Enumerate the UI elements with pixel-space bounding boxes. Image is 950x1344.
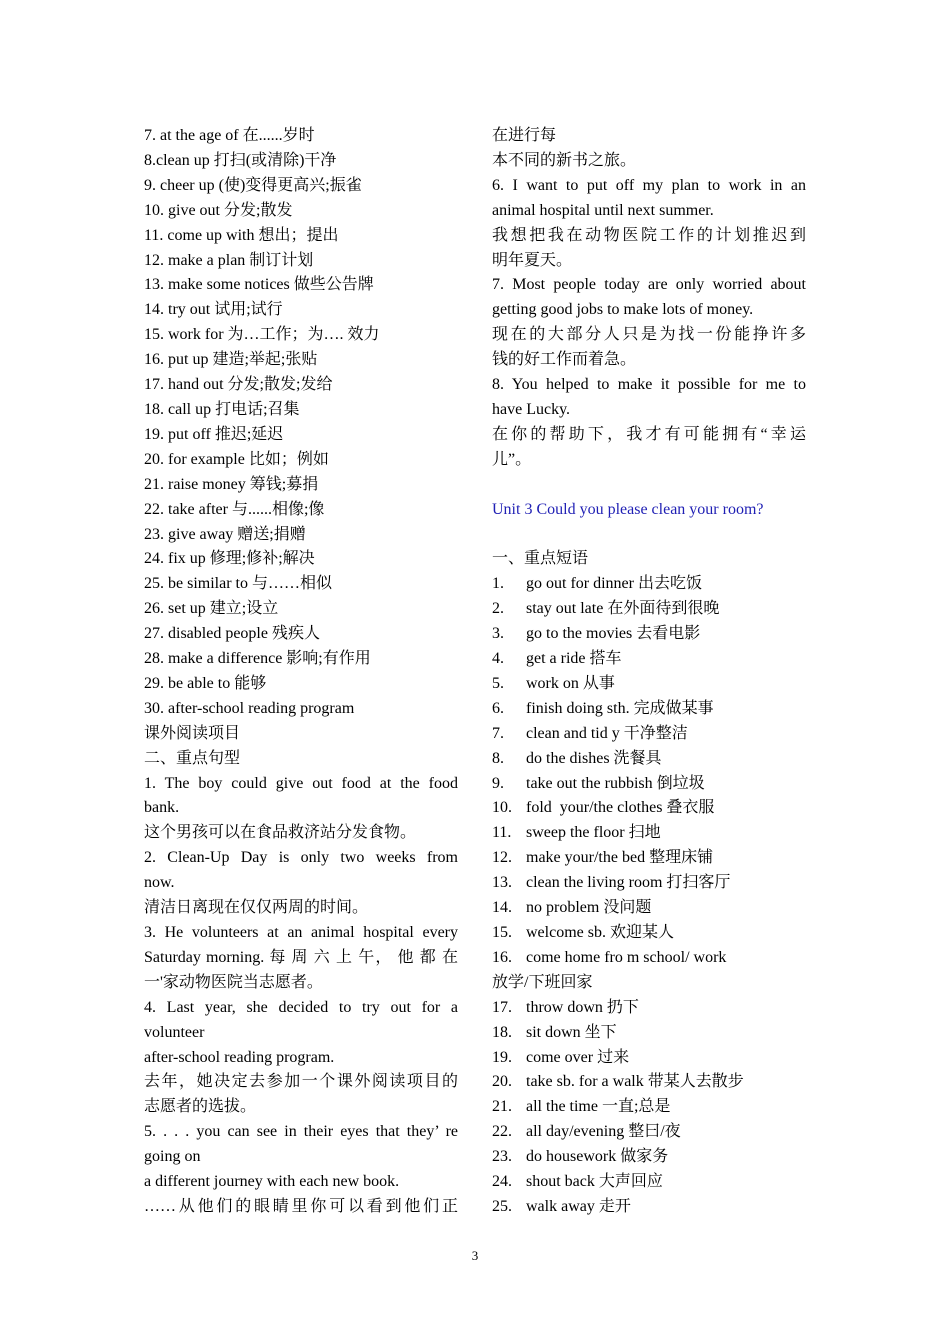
phrases-heading: 一、重点短语	[492, 550, 589, 568]
item-text: shout back 大声回应	[526, 1173, 663, 1191]
phrase-item: 15. work for 为…工作；为…. 效力	[144, 326, 380, 344]
sentence-translation: ……从他们的眼睛里你可以看到他们正	[144, 1197, 458, 1215]
item-number: 11.	[492, 824, 512, 842]
sentences-heading: 二、重点句型	[144, 749, 241, 767]
sentence-text: going on	[144, 1148, 201, 1166]
sentence-translation: 现在的大部分人只是为找一份能挣许多	[492, 326, 806, 344]
phrase-item	[492, 1145, 806, 1170]
phrase-item: 9. cheer up (使)变得更高兴;振雀	[144, 176, 362, 194]
sentence-2	[144, 846, 458, 921]
phrase-item	[492, 796, 806, 821]
sentence-translation: 明年夏天。	[492, 251, 573, 269]
sentence-translation: 清洁日离现在仅仅两周的时间。	[144, 899, 369, 917]
phrase-item: 17. hand out 分发;散发;发给	[144, 376, 333, 394]
item-text: all day/evening 整曰/夜	[526, 1123, 681, 1141]
phrase-item: 7. at the age of 在......岁时	[144, 127, 315, 144]
phrase-item	[492, 896, 806, 921]
phrase-translation: 课外阅读项目	[144, 724, 241, 742]
item-number: 5.	[492, 674, 504, 692]
phrase-item	[492, 747, 806, 772]
item-number: 18.	[492, 1023, 512, 1041]
phrase-item: 25. be similar to 与……相似	[144, 575, 332, 593]
phrase-item	[492, 772, 806, 797]
phrase-item: 8.clean up 打扫(或清除)干净	[144, 151, 337, 169]
item-number: 12.	[492, 849, 512, 867]
phrase-item: 12. make a plan 制订计划	[144, 251, 314, 269]
sentence-text: 2. Clean-Up Day is only two weeks from	[144, 849, 458, 867]
phrase-item: 27. disabled people 残疾人	[144, 625, 320, 643]
sentence-text: 7. Most people today are only worried about	[492, 276, 806, 294]
phrase-item: 21. raise money 筹钱;募捐	[144, 475, 319, 493]
phrase-item: 23. give away 赠送;捐赠	[144, 525, 306, 543]
item-number: 22.	[492, 1123, 512, 1141]
item-text: work on 从事	[526, 674, 615, 692]
phrase-item	[492, 1095, 806, 1120]
phrase-item	[492, 871, 806, 896]
sentence-text: getting good jobs to make lots of money.	[492, 301, 754, 319]
item-text: clean the living room 打扫客厅	[526, 874, 731, 892]
phrase-item: 22. take after 与......相像;像	[144, 500, 325, 518]
item-number: 25.	[492, 1197, 512, 1215]
sentence-translation: 在进行每	[492, 127, 557, 144]
phrase-item	[492, 622, 806, 647]
item-text: take out the rubbish 倒垃圾	[526, 774, 705, 792]
phrase-item	[492, 647, 806, 672]
sentence-4	[144, 996, 458, 1121]
phrase-item	[492, 672, 806, 697]
item-text: throw down 扔下	[526, 998, 639, 1016]
sentence-translation: 这个男孩可以在食品救济站分发食物。	[144, 824, 417, 842]
sentence-1	[144, 772, 458, 847]
sentence-text: animal hospital until next summer.	[492, 201, 714, 219]
item-number: 24.	[492, 1173, 512, 1191]
item-text: all the time 一直;总是	[526, 1098, 671, 1116]
unit-heading: Unit 3 Could you please clean your room?	[492, 500, 764, 518]
phrase-item: 24. fix up 修理;修补;解决	[144, 550, 315, 568]
sentence-text: after-school reading program.	[144, 1048, 335, 1066]
phrase-item: 28. make a difference 影响;有作用	[144, 650, 371, 668]
phrase-item	[492, 846, 806, 871]
phrase-item: 14. try out 试用;试行	[144, 301, 283, 319]
phrase-item: 29. be able to 能够	[144, 674, 267, 692]
right-column	[492, 124, 806, 1220]
phrase-item	[492, 996, 806, 1021]
sentence-text: Saturday morning. 每 周 六 上 午， 他 都 在	[144, 948, 458, 966]
phrase-item	[492, 1120, 806, 1145]
item-number: 4.	[492, 650, 504, 667]
phrase-item	[492, 1195, 806, 1220]
spacer	[492, 473, 806, 498]
item-text: do the dishes 洗餐具	[526, 749, 662, 767]
sentence-translation: 去年，她决定去参加一个课外阅读项目的	[144, 1073, 458, 1091]
item-number: 21.	[492, 1098, 512, 1116]
phrase-item	[492, 722, 806, 747]
phrase-item	[492, 821, 806, 846]
sentence-6	[492, 174, 806, 274]
phrase-item: 16. put up 建造;举起;张贴	[144, 351, 318, 369]
sentence-translation: 我想把我在动物医院工作的计划推迟到	[492, 226, 806, 244]
item-number: 9.	[492, 774, 504, 792]
item-text: no problem 没问题	[526, 899, 652, 917]
item-number: 16.	[492, 948, 512, 966]
phrase-item	[492, 1170, 806, 1195]
sentence-5	[144, 1120, 458, 1220]
sentence-text: now.	[144, 874, 175, 892]
item-number: 2.	[492, 600, 504, 618]
item-number: 20.	[492, 1073, 512, 1091]
item-text: finish doing sth. 完成做某事	[526, 699, 714, 717]
page-number: 3	[471, 1248, 479, 1263]
sentence-text: 8. You helped to make it possible for me to	[492, 376, 806, 394]
phrase-item	[492, 597, 806, 622]
phrase-item	[492, 1046, 806, 1071]
item-text: do housework 做家务	[526, 1148, 669, 1166]
item-text: welcome sb. 欢迎某人	[526, 923, 674, 941]
sentence-text: 5. . . . you can see in their eyes that they’ re	[144, 1123, 458, 1141]
sentence-8	[492, 373, 806, 473]
phrase-item	[492, 697, 806, 722]
phrase-item	[492, 921, 806, 946]
item-number: 13.	[492, 874, 512, 892]
sentence-5-continued	[492, 124, 806, 174]
item-text: come home fro m school/ work	[526, 948, 727, 966]
item-number: 19.	[492, 1048, 512, 1066]
left-column	[144, 124, 458, 1220]
sentence-text: bank.	[144, 799, 180, 817]
phrase-item: 13. make some notices 做些公告牌	[144, 276, 374, 294]
item-text: make your/the bed 整理床铺	[526, 849, 714, 867]
sentence-text: volunteer	[144, 1023, 205, 1041]
item-number: 3.	[492, 625, 504, 643]
item-text: stay out late 在外面待到很晚	[526, 600, 720, 618]
phrase-item: 20. for example 比如；例如	[144, 450, 329, 468]
phrase-translation: 放学/下班回家	[492, 973, 593, 991]
item-text: come over 过来	[526, 1048, 630, 1066]
sentence-text: 3. He volunteers at an animal hospital every	[144, 924, 458, 941]
phrase-item	[492, 1021, 806, 1046]
sentence-translation: 儿”。	[492, 450, 532, 468]
item-number: 6.	[492, 699, 504, 717]
sentence-translation: 一'家动物医院当志愿者。	[144, 973, 323, 991]
item-text: go to the movies 去看电影	[526, 625, 701, 643]
sentence-text: 4. Last year, she decided to try out for a	[144, 998, 458, 1016]
item-number: 17.	[492, 998, 512, 1016]
phrase-item	[492, 946, 806, 971]
item-text: clean and tid y 干净整洁	[526, 724, 688, 742]
item-number: 23.	[492, 1148, 512, 1166]
item-text: walk away 走开	[526, 1197, 631, 1215]
sentence-7	[492, 273, 806, 373]
sentence-text: a different journey with each new book.	[144, 1173, 400, 1191]
item-text: sweep the floor 扫地	[526, 824, 661, 842]
item-text: take sb. for a walk 带某人去散步	[526, 1073, 744, 1091]
phrase-item	[492, 1070, 806, 1095]
spacer	[492, 522, 806, 547]
sentence-translation: 本不同的新书之旅。	[492, 151, 637, 169]
sentence-3	[144, 921, 458, 996]
item-text: fold your/the clothes 叠衣服	[526, 799, 715, 817]
sentence-translation: 在你的帮助下，我才有可能拥有“幸运	[492, 425, 806, 443]
item-text: sit down 坐下	[526, 1023, 617, 1041]
phrase-list-right	[492, 572, 806, 1220]
phrase-item	[492, 572, 806, 597]
phrase-list-left	[144, 124, 458, 747]
phrase-item: 19. put off 推迟;延迟	[144, 425, 284, 443]
phrase-item: 26. set up 建立;设立	[144, 600, 279, 618]
item-number: 8.	[492, 749, 504, 767]
sentence-translation: 钱的好工作而着急。	[492, 351, 637, 369]
sentence-text: 1. The boy could give out food at the food	[144, 774, 458, 792]
item-text: get a ride 搭车	[526, 650, 622, 667]
sentence-translation: 志愿者的选拔。	[144, 1098, 257, 1116]
item-number: 7.	[492, 724, 504, 742]
phrase-item: 30. after-school reading program	[144, 699, 355, 717]
item-number: 10.	[492, 799, 512, 817]
item-text: go out for dinner 出去吃饭	[526, 575, 702, 593]
phrase-item: 10. give out 分发;散发	[144, 201, 293, 219]
item-number: 1.	[492, 575, 504, 593]
phrase-item: 11. come up with 想出；提出	[144, 226, 339, 244]
sentence-text: 6. I want to put off my plan to work in an	[492, 176, 806, 194]
sentence-text: have Lucky.	[492, 400, 571, 418]
item-number: 15.	[492, 923, 512, 941]
item-number: 14.	[492, 899, 512, 917]
phrase-item: 18. call up 打电话;召集	[144, 400, 300, 418]
